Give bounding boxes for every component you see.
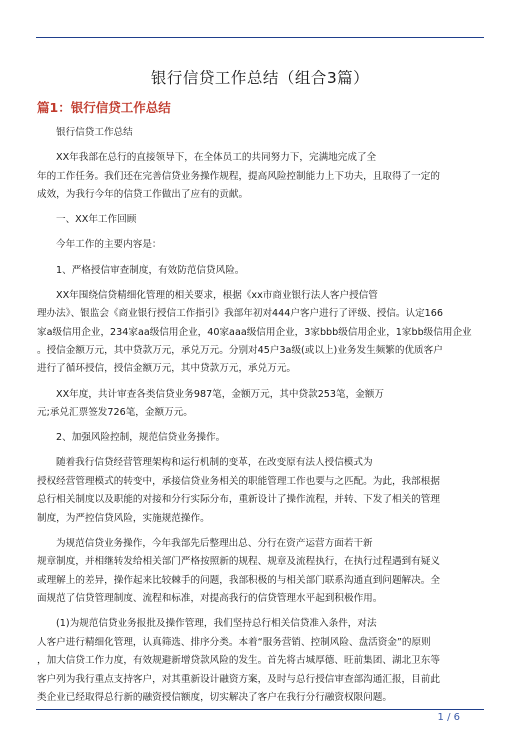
text-line: 成效，为我行今年的信贷工作做出了应有的贡献。 (37, 189, 249, 201)
paragraph (37, 454, 483, 528)
text-line: XX年我部在总行的直接领导下，在全体员工的共同努力下，完满地完成了全 (56, 152, 377, 164)
text-line: 1、严格授信审查制度，有效防范信贷风险。 (56, 264, 245, 276)
text-line: 总行相关制度以及职能的对接和分行实际分布，重新设计了操作流程，并转、下发了相关的管理 (37, 494, 440, 506)
paragraph (37, 262, 483, 280)
text-line: 年的工作任务。我们还在完善信贷业务操作规程，提高风险控制能力上下功夫，且取得了一定的 (37, 170, 440, 182)
paragraph (37, 287, 483, 379)
document-body (37, 124, 483, 714)
text-line: 元;承兑汇票签发726笔，金额万元。 (37, 407, 193, 419)
text-line: 制度，为严控信贷风险，实施规范操作。 (37, 512, 210, 524)
paragraph (37, 386, 483, 423)
footer-rule (36, 709, 484, 710)
text-line: 规章制度，并相继转发给相关部门严格按照新的规程、规章及流程执行，在执行过程遇到有疑义 (37, 556, 440, 568)
text-line: XX年围绕信贷精细化管理的相关要求，根据《xx市商业银行法人客户授信管 (56, 289, 378, 301)
text-line: 或理解上的差异，操作起来比较棘手的问题，我部积极的与相关部门联系沟通直到问题解决。全 (37, 574, 440, 586)
text-line: XX年度，共计审查各类信贷业务987笔，金额万元，其中贷款253笔，金额万 (56, 388, 384, 400)
page-number: 1 / 6 (437, 712, 460, 723)
text-line: 面规范了信贷管理制度、流程和标准，对提高我行的信贷管理水平起到积极作用。 (37, 593, 383, 605)
text-line: 银行信贷工作总结 (56, 127, 133, 138)
text-line: (1)为规范信贷业务报批及操作管理，我们坚持总行相关信贷准入条件，对法 (56, 618, 377, 630)
text-line: 客户列为我行重点支持客户，对其重新设计融资方案，及时与总行授信审查部沟通汇报，目前此 (37, 673, 440, 685)
text-line: 进行了循环授信，授信金额万元，其中贷款万元，承兑万元。 (37, 363, 297, 375)
paragraph (37, 124, 483, 142)
paragraph (37, 535, 483, 609)
text-line: 随着我行信贷经营管理架构和运行机制的变革，在改变原有法人授信模式为 (56, 457, 373, 469)
paragraph (37, 429, 483, 447)
text-line: 类企业已经取得总行新的融资授信额度，切实解决了客户在我行分行融资权限问题。 (37, 691, 392, 703)
text-line: 授权经营管理模式的转变中，承接信贷业务相关的职能管理工作也要与之匹配。为此，我部根据 (37, 475, 440, 487)
text-line: 为规范信贷业务操作，今年我部先后整理出总、分行在资产运营方面若干新 (56, 537, 373, 549)
header-rule (36, 37, 484, 38)
section-heading: 篇1：银行信贷工作总结 (37, 100, 171, 115)
paragraph (37, 236, 483, 254)
text-line: 今年工作的主要内容是： (56, 239, 162, 251)
text-line: 家a级信用企业，234家aa级信用企业，40家aaa级信用企业，3家bbb级信用企业，1家bb级信用企业 (37, 326, 472, 338)
paragraph (37, 211, 483, 229)
text-line: ，加大信贷工作力度，有效规避新增贷款风险的发生。首先将古城厚德、旺前集团、湖北卫东等 (37, 655, 440, 667)
text-line: 人客户进行精细化管理，认真筛选、排序分类。本着“服务营销、控制风险、盘活资金”的原则 (37, 636, 431, 648)
paragraph (37, 615, 483, 707)
text-line: 。授信金额万元，其中贷款万元，承兑万元。分别对45户3a级(或以上)业务发生频繁的优质客户 (37, 345, 443, 357)
document-title: 银行信贷工作总结（组合3篇） (150, 69, 370, 87)
text-line: 2、加强风险控制，规范信贷业务操作。 (56, 432, 226, 444)
paragraph (37, 149, 483, 204)
text-line: 一、XX年工作回顾 (56, 214, 137, 226)
text-line: 理办法》、银监会《商业银行授信工作指引》我部年初对444户客户进行了评级、授信。认定166 (37, 308, 443, 320)
